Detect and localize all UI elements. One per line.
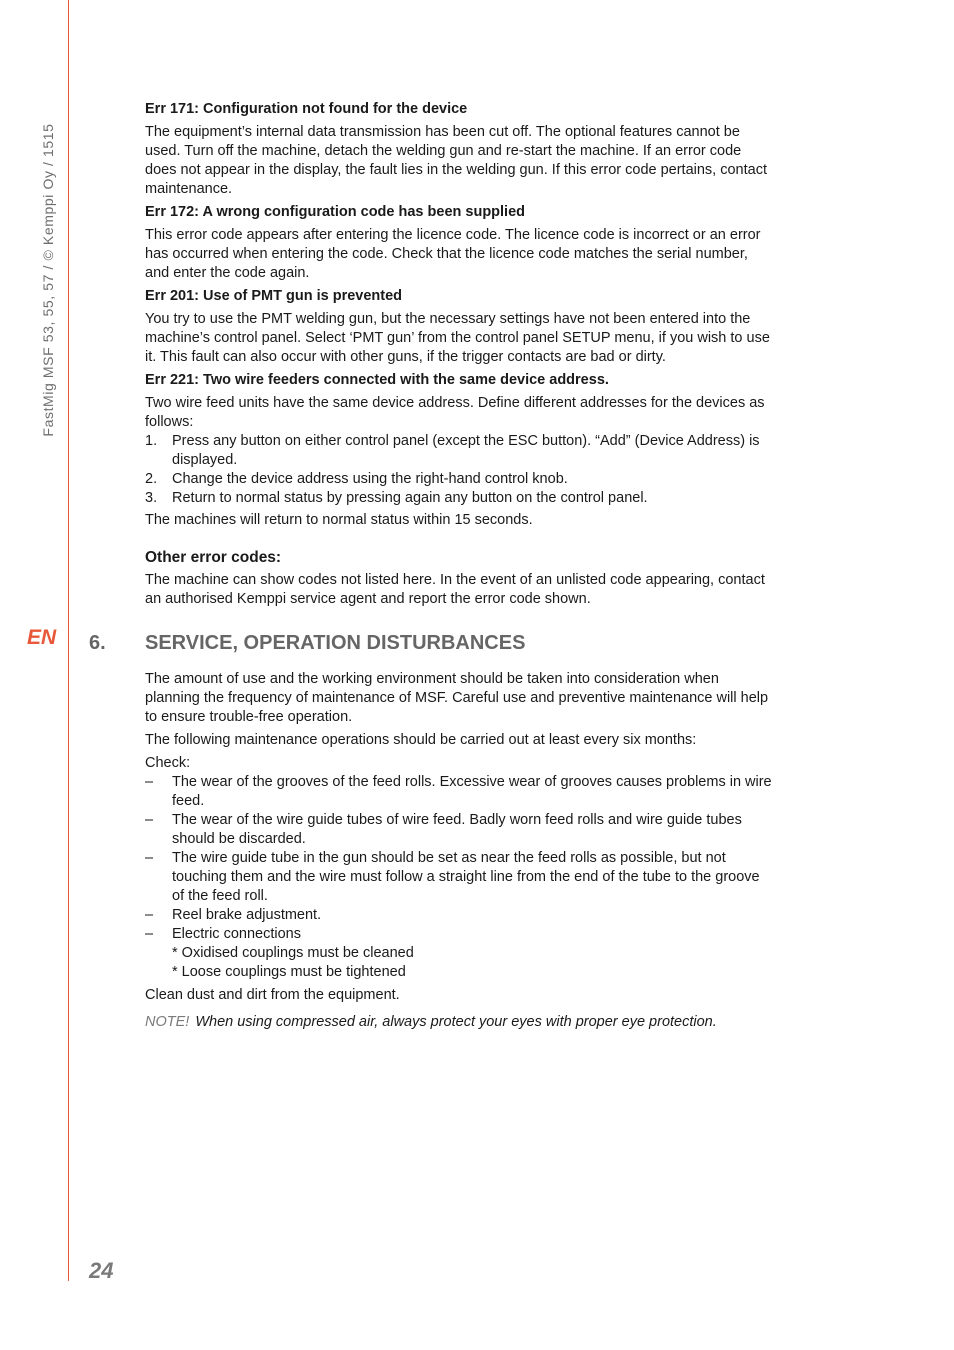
list-item: 2. Change the device address using the right-hand control knob. — [145, 471, 568, 487]
section-6-heading — [89, 632, 789, 655]
language-tag: EN — [27, 626, 57, 649]
list-item: – Electric connections — [145, 926, 301, 942]
list-item: 1. Press any button on either control panel (except the ESC button). “Add” (Device Address) is displayed. — [145, 433, 760, 468]
list-item: 3. Return to normal status by pressing again any button on the control panel. — [145, 490, 648, 506]
err-172-heading: Err 172: A wrong configuration code has been supplied — [145, 204, 526, 220]
err-221-after: The machines will return to normal status within 15 seconds. — [145, 512, 533, 528]
clean-instruction: Clean dust and dirt from the equipment. — [145, 987, 400, 1003]
err-221-heading: Err 221: Two wire feeders connected with the same device address. — [145, 372, 609, 388]
check-label: Check: — [145, 755, 191, 771]
note-label: NOTE! — [145, 1014, 190, 1030]
err-171-body: The equipment’s internal data transmission has been cut off. The optional features cannot be used. Turn off the machine, detach the welding gun and re-start the machine. If an error code does not appear in the display, the fault lies in the welding gun. If this error code pertains, contact maintenance. — [145, 124, 767, 197]
err-172-body: This error code appears after entering the licence code. The licence code is incorrect or an error has occurred when entering the code. Check that the licence code matches the serial number, and enter the code again. — [145, 227, 761, 281]
sub-check-1: * Oxidised couplings must be cleaned — [172, 945, 414, 961]
note-text: When using compressed air, always protect your eyes with proper eye protection. — [195, 1014, 717, 1030]
list-item: – Reel brake adjustment. — [145, 907, 322, 923]
err-201-body: You try to use the PMT welding gun, but the necessary settings have not been entered into the machine’s control panel. Select ‘PMT gun’ from the control panel SETUP menu, if you wish to use it. This fault can also occur with other guns, if the trigger contacts are bad or dirty. — [145, 311, 770, 365]
list-item: – The wire guide tube in the gun should be set as near the feed rolls as possible, but not touching them and the wire must follow a straight line from the end of the tube to the groove of the feed roll. — [145, 850, 760, 904]
err-221-steps — [145, 432, 775, 508]
list-item: – The wear of the grooves of the feed rolls. Excessive wear of grooves causes problems in wire feed. — [145, 774, 772, 809]
page-number: 24 — [89, 1258, 114, 1283]
other-errors-body: The machine can show codes not listed here. In the event of an unlisted code appearing, contact an authorised Kemppi service agent and report the error code shown. — [145, 572, 765, 607]
other-errors-heading: Other error codes: — [145, 549, 282, 566]
section-6-intro2: The following maintenance operations should be carried out at least every six months: — [145, 732, 697, 748]
running-header: FastMig MSF 53, 55, 57 / © Kemppi Oy / 1515 — [40, 123, 56, 437]
sub-check-2: * Loose couplings must be tightened — [172, 964, 406, 980]
check-list — [145, 773, 775, 944]
section-title: SERVICE, OPERATION DISTURBANCES — [145, 632, 526, 654]
section-6-body — [145, 670, 775, 1036]
list-item: – The wear of the wire guide tubes of wire feed. Badly worn feed rolls and wire guide tubes should be discarded. — [145, 812, 742, 847]
err-201-heading: Err 201: Use of PMT gun is prevented — [145, 288, 403, 304]
note — [145, 1013, 775, 1032]
err-221-body: Two wire feed units have the same device address. Define different addresses for the devices as follows: — [145, 395, 765, 430]
margin-rule — [68, 0, 69, 1281]
section-6-intro: The amount of use and the working environment should be taken into consideration when planning the frequency of maintenance of MSF. Careful use and preventive maintenance will help to ensure trouble-free operation. — [145, 671, 769, 725]
section-number: 6. — [89, 632, 106, 654]
error-codes-section — [145, 100, 775, 613]
err-171-heading: Err 171: Configuration not found for the device — [145, 101, 468, 117]
